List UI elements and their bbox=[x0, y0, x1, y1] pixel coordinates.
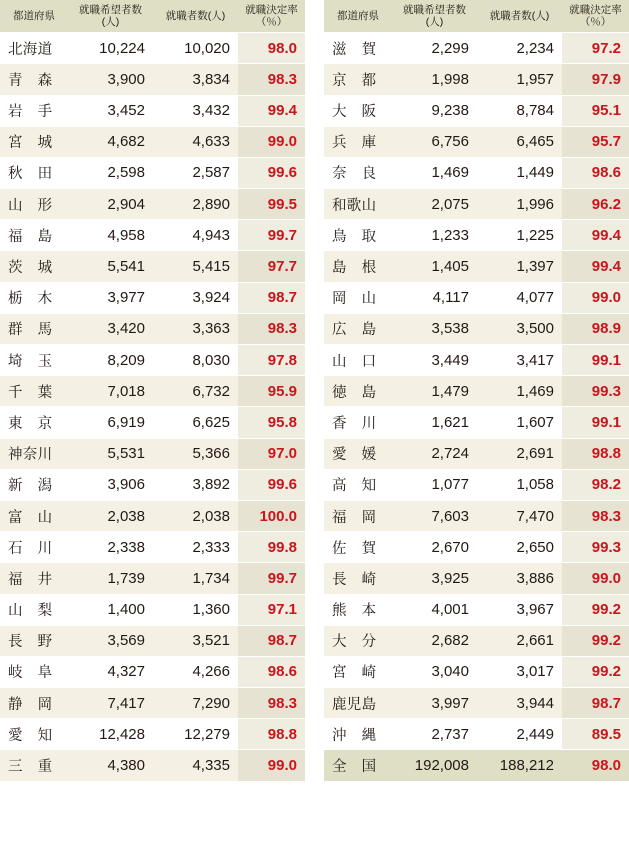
cell-prefecture: 秋 田 bbox=[0, 157, 68, 188]
cell-prefecture: 埼 玉 bbox=[0, 345, 68, 376]
cell-rate: 98.0 bbox=[562, 750, 629, 781]
header-rate-line2: （％） bbox=[255, 16, 288, 29]
cell-hope: 7,417 bbox=[68, 688, 153, 719]
cell-hope: 1,077 bbox=[392, 469, 477, 500]
table-row bbox=[0, 688, 305, 719]
cell-prefecture: 長 野 bbox=[0, 625, 68, 656]
cell-employed: 2,449 bbox=[477, 719, 562, 750]
cell-rate: 99.0 bbox=[562, 563, 629, 594]
cell-hope: 1,233 bbox=[392, 220, 477, 251]
cell-employed: 3,944 bbox=[477, 688, 562, 719]
cell-employed: 4,633 bbox=[153, 126, 238, 157]
header-hope: 就職希望者数(人) bbox=[68, 0, 153, 33]
header-prefecture: 都道府県 bbox=[324, 0, 392, 33]
cell-rate: 99.1 bbox=[562, 407, 629, 438]
table-row bbox=[324, 282, 629, 313]
table-row bbox=[324, 251, 629, 282]
cell-rate: 99.0 bbox=[238, 750, 305, 781]
cell-hope: 1,998 bbox=[392, 64, 477, 95]
cell-prefecture: 福 島 bbox=[0, 220, 68, 251]
cell-rate: 98.6 bbox=[562, 157, 629, 188]
cell-hope: 3,925 bbox=[392, 563, 477, 594]
cell-hope: 12,428 bbox=[68, 719, 153, 750]
header-employed: 就職者数(人) bbox=[153, 0, 238, 33]
cell-hope: 192,008 bbox=[392, 750, 477, 781]
cell-employed: 3,500 bbox=[477, 313, 562, 344]
cell-prefecture: 沖 縄 bbox=[324, 719, 392, 750]
table-row bbox=[324, 376, 629, 407]
table-row bbox=[0, 750, 305, 781]
cell-prefecture: 岩 手 bbox=[0, 95, 68, 126]
cell-prefecture: 北海道 bbox=[0, 33, 68, 64]
cell-rate: 97.1 bbox=[238, 594, 305, 625]
cell-employed: 2,587 bbox=[153, 157, 238, 188]
cell-prefecture: 兵 庫 bbox=[324, 126, 392, 157]
cell-prefecture: 京 都 bbox=[324, 64, 392, 95]
header-rate bbox=[562, 0, 629, 33]
header-rate bbox=[238, 0, 305, 33]
cell-prefecture: 神奈川 bbox=[0, 438, 68, 469]
cell-prefecture: 島 根 bbox=[324, 251, 392, 282]
cell-prefecture: 奈 良 bbox=[324, 157, 392, 188]
cell-rate: 99.8 bbox=[238, 532, 305, 563]
cell-employed: 7,470 bbox=[477, 500, 562, 531]
cell-rate: 99.7 bbox=[238, 220, 305, 251]
cell-rate: 97.8 bbox=[238, 345, 305, 376]
cell-employed: 1,996 bbox=[477, 189, 562, 220]
cell-employed: 2,650 bbox=[477, 532, 562, 563]
cell-employed: 1,225 bbox=[477, 220, 562, 251]
cell-employed: 188,212 bbox=[477, 750, 562, 781]
table-row bbox=[0, 157, 305, 188]
cell-hope: 1,479 bbox=[392, 376, 477, 407]
cell-rate: 96.2 bbox=[562, 189, 629, 220]
cell-rate: 95.9 bbox=[238, 376, 305, 407]
cell-employed: 3,017 bbox=[477, 656, 562, 687]
cell-employed: 2,661 bbox=[477, 625, 562, 656]
cell-rate: 98.8 bbox=[238, 719, 305, 750]
cell-rate: 98.9 bbox=[562, 313, 629, 344]
cell-prefecture: 鳥 取 bbox=[324, 220, 392, 251]
cell-hope: 6,919 bbox=[68, 407, 153, 438]
cell-prefecture: 宮 城 bbox=[0, 126, 68, 157]
cell-rate: 99.4 bbox=[238, 95, 305, 126]
cell-employed: 3,834 bbox=[153, 64, 238, 95]
right-table-head bbox=[324, 0, 629, 33]
cell-prefecture: 山 口 bbox=[324, 345, 392, 376]
cell-hope: 2,724 bbox=[392, 438, 477, 469]
cell-rate: 99.2 bbox=[562, 625, 629, 656]
cell-rate: 99.6 bbox=[238, 157, 305, 188]
cell-hope: 4,327 bbox=[68, 656, 153, 687]
table-row bbox=[324, 64, 629, 95]
cell-employed: 2,038 bbox=[153, 500, 238, 531]
table-row bbox=[0, 500, 305, 531]
cell-hope: 4,682 bbox=[68, 126, 153, 157]
cell-hope: 8,209 bbox=[68, 345, 153, 376]
cell-rate: 99.0 bbox=[238, 126, 305, 157]
cell-rate: 99.0 bbox=[562, 282, 629, 313]
cell-employed: 1,734 bbox=[153, 563, 238, 594]
cell-prefecture: 佐 賀 bbox=[324, 532, 392, 563]
table-row bbox=[0, 438, 305, 469]
cell-employed: 1,397 bbox=[477, 251, 562, 282]
cell-hope: 3,040 bbox=[392, 656, 477, 687]
cell-hope: 3,997 bbox=[392, 688, 477, 719]
table-row bbox=[0, 625, 305, 656]
cell-employed: 10,020 bbox=[153, 33, 238, 64]
cell-hope: 4,001 bbox=[392, 594, 477, 625]
table-row bbox=[324, 345, 629, 376]
cell-hope: 4,958 bbox=[68, 220, 153, 251]
cell-hope: 5,531 bbox=[68, 438, 153, 469]
table-row bbox=[324, 126, 629, 157]
cell-employed: 3,967 bbox=[477, 594, 562, 625]
cell-employed: 4,077 bbox=[477, 282, 562, 313]
cell-hope: 2,075 bbox=[392, 189, 477, 220]
right-table bbox=[324, 0, 629, 781]
cell-rate: 97.0 bbox=[238, 438, 305, 469]
cell-prefecture: 千 葉 bbox=[0, 376, 68, 407]
cell-rate: 98.8 bbox=[562, 438, 629, 469]
header-rate-line1: 就職決定率 bbox=[245, 4, 298, 16]
cell-rate: 99.3 bbox=[562, 532, 629, 563]
left-table bbox=[0, 0, 305, 781]
cell-employed: 3,892 bbox=[153, 469, 238, 500]
cell-rate: 98.3 bbox=[238, 64, 305, 95]
table-row bbox=[0, 220, 305, 251]
cell-prefecture: 富 山 bbox=[0, 500, 68, 531]
cell-employed: 2,890 bbox=[153, 189, 238, 220]
cell-hope: 1,400 bbox=[68, 594, 153, 625]
cell-rate: 99.4 bbox=[562, 220, 629, 251]
cell-hope: 7,603 bbox=[392, 500, 477, 531]
cell-hope: 1,739 bbox=[68, 563, 153, 594]
right-table-body bbox=[324, 33, 629, 782]
cell-rate: 95.1 bbox=[562, 95, 629, 126]
cell-rate: 99.2 bbox=[562, 656, 629, 687]
cell-hope: 3,420 bbox=[68, 313, 153, 344]
cell-employed: 3,432 bbox=[153, 95, 238, 126]
cell-hope: 2,737 bbox=[392, 719, 477, 750]
table-row bbox=[324, 220, 629, 251]
table-row bbox=[0, 95, 305, 126]
header-row bbox=[324, 0, 629, 33]
cell-employed: 6,732 bbox=[153, 376, 238, 407]
cell-hope: 5,541 bbox=[68, 251, 153, 282]
cell-employed: 1,360 bbox=[153, 594, 238, 625]
table-row bbox=[324, 500, 629, 531]
cell-rate: 99.2 bbox=[562, 594, 629, 625]
table-row bbox=[324, 719, 629, 750]
cell-prefecture: 香 川 bbox=[324, 407, 392, 438]
cell-rate: 98.2 bbox=[562, 469, 629, 500]
cell-employed: 12,279 bbox=[153, 719, 238, 750]
table-row bbox=[0, 251, 305, 282]
cell-prefecture: 岐 阜 bbox=[0, 656, 68, 687]
table-row bbox=[0, 594, 305, 625]
header-rate-line2: （％） bbox=[579, 16, 612, 29]
cell-prefecture: 福 井 bbox=[0, 563, 68, 594]
cell-employed: 4,943 bbox=[153, 220, 238, 251]
table-row bbox=[0, 656, 305, 687]
cell-hope: 3,977 bbox=[68, 282, 153, 313]
cell-employed: 8,030 bbox=[153, 345, 238, 376]
cell-prefecture: 鹿児島 bbox=[324, 688, 392, 719]
cell-prefecture: 群 馬 bbox=[0, 313, 68, 344]
table-row bbox=[324, 33, 629, 64]
cell-rate: 89.5 bbox=[562, 719, 629, 750]
cell-hope: 4,380 bbox=[68, 750, 153, 781]
cell-prefecture: 高 知 bbox=[324, 469, 392, 500]
cell-employed: 6,465 bbox=[477, 126, 562, 157]
table-row bbox=[0, 376, 305, 407]
table-row bbox=[0, 719, 305, 750]
cell-hope: 9,238 bbox=[392, 95, 477, 126]
table-row bbox=[324, 563, 629, 594]
table-row bbox=[324, 688, 629, 719]
cell-hope: 2,038 bbox=[68, 500, 153, 531]
table-row bbox=[0, 313, 305, 344]
cell-prefecture: 滋 賀 bbox=[324, 33, 392, 64]
cell-hope: 3,900 bbox=[68, 64, 153, 95]
cell-employed: 1,957 bbox=[477, 64, 562, 95]
cell-prefecture: 大 阪 bbox=[324, 95, 392, 126]
cell-hope: 4,117 bbox=[392, 282, 477, 313]
cell-hope: 10,224 bbox=[68, 33, 153, 64]
table-row bbox=[0, 126, 305, 157]
cell-employed: 3,417 bbox=[477, 345, 562, 376]
table-row bbox=[324, 625, 629, 656]
table-row bbox=[0, 33, 305, 64]
table-row bbox=[0, 345, 305, 376]
cell-prefecture: 愛 知 bbox=[0, 719, 68, 750]
cell-prefecture: 福 岡 bbox=[324, 500, 392, 531]
cell-prefecture: 宮 崎 bbox=[324, 656, 392, 687]
cell-employed: 2,333 bbox=[153, 532, 238, 563]
cell-rate: 99.1 bbox=[562, 345, 629, 376]
cell-employed: 3,521 bbox=[153, 625, 238, 656]
cell-hope: 2,338 bbox=[68, 532, 153, 563]
cell-employed: 2,234 bbox=[477, 33, 562, 64]
cell-prefecture: 静 岡 bbox=[0, 688, 68, 719]
cell-prefecture: 山 形 bbox=[0, 189, 68, 220]
cell-rate: 99.7 bbox=[238, 563, 305, 594]
cell-employed: 3,363 bbox=[153, 313, 238, 344]
cell-rate: 100.0 bbox=[238, 500, 305, 531]
cell-prefecture: 徳 島 bbox=[324, 376, 392, 407]
cell-employed: 1,449 bbox=[477, 157, 562, 188]
cell-employed: 1,058 bbox=[477, 469, 562, 500]
header-row bbox=[0, 0, 305, 33]
cell-rate: 95.8 bbox=[238, 407, 305, 438]
cell-prefecture: 愛 媛 bbox=[324, 438, 392, 469]
table-row bbox=[324, 469, 629, 500]
cell-rate: 98.0 bbox=[238, 33, 305, 64]
cell-hope: 3,449 bbox=[392, 345, 477, 376]
header-prefecture: 都道府県 bbox=[0, 0, 68, 33]
cell-hope: 3,452 bbox=[68, 95, 153, 126]
left-table-head bbox=[0, 0, 305, 33]
header-rate-line1: 就職決定率 bbox=[569, 4, 622, 16]
cell-prefecture: 山 梨 bbox=[0, 594, 68, 625]
header-employed: 就職者数(人) bbox=[477, 0, 562, 33]
table-row bbox=[0, 282, 305, 313]
table-row bbox=[0, 532, 305, 563]
cell-prefecture: 広 島 bbox=[324, 313, 392, 344]
cell-rate: 97.2 bbox=[562, 33, 629, 64]
cell-rate: 98.3 bbox=[562, 500, 629, 531]
cell-hope: 7,018 bbox=[68, 376, 153, 407]
cell-employed: 5,415 bbox=[153, 251, 238, 282]
cell-hope: 2,598 bbox=[68, 157, 153, 188]
cell-employed: 3,886 bbox=[477, 563, 562, 594]
cell-prefecture: 栃 木 bbox=[0, 282, 68, 313]
cell-rate: 98.7 bbox=[238, 282, 305, 313]
table-row bbox=[0, 407, 305, 438]
table-row bbox=[324, 438, 629, 469]
header-hope: 就職希望者数(人) bbox=[392, 0, 477, 33]
cell-prefecture: 長 崎 bbox=[324, 563, 392, 594]
cell-prefecture: 青 森 bbox=[0, 64, 68, 95]
table-row bbox=[324, 656, 629, 687]
cell-prefecture: 石 川 bbox=[0, 532, 68, 563]
cell-rate: 98.3 bbox=[238, 688, 305, 719]
cell-prefecture: 全 国 bbox=[324, 750, 392, 781]
cell-prefecture: 大 分 bbox=[324, 625, 392, 656]
cell-employed: 7,290 bbox=[153, 688, 238, 719]
cell-hope: 2,682 bbox=[392, 625, 477, 656]
cell-hope: 1,469 bbox=[392, 157, 477, 188]
cell-employed: 1,469 bbox=[477, 376, 562, 407]
cell-rate: 99.5 bbox=[238, 189, 305, 220]
cell-prefecture: 熊 本 bbox=[324, 594, 392, 625]
cell-prefecture: 岡 山 bbox=[324, 282, 392, 313]
cell-hope: 1,405 bbox=[392, 251, 477, 282]
table-row bbox=[324, 157, 629, 188]
cell-employed: 4,335 bbox=[153, 750, 238, 781]
cell-rate: 98.7 bbox=[562, 688, 629, 719]
cell-hope: 3,906 bbox=[68, 469, 153, 500]
cell-rate: 95.7 bbox=[562, 126, 629, 157]
cell-hope: 2,904 bbox=[68, 189, 153, 220]
cell-rate: 98.6 bbox=[238, 656, 305, 687]
cell-rate: 97.9 bbox=[562, 64, 629, 95]
table-row bbox=[324, 407, 629, 438]
cell-hope: 2,670 bbox=[392, 532, 477, 563]
cell-rate: 99.4 bbox=[562, 251, 629, 282]
table-row bbox=[324, 95, 629, 126]
cell-employed: 4,266 bbox=[153, 656, 238, 687]
cell-hope: 1,621 bbox=[392, 407, 477, 438]
cell-hope: 3,569 bbox=[68, 625, 153, 656]
right-table-panel bbox=[324, 0, 629, 850]
cell-employed: 2,691 bbox=[477, 438, 562, 469]
cell-employed: 5,366 bbox=[153, 438, 238, 469]
table-row bbox=[324, 532, 629, 563]
table-row bbox=[0, 64, 305, 95]
cell-hope: 6,756 bbox=[392, 126, 477, 157]
cell-prefecture: 新 潟 bbox=[0, 469, 68, 500]
cell-hope: 3,538 bbox=[392, 313, 477, 344]
cell-employed: 3,924 bbox=[153, 282, 238, 313]
cell-employed: 6,625 bbox=[153, 407, 238, 438]
cell-prefecture: 和歌山 bbox=[324, 189, 392, 220]
cell-prefecture: 茨 城 bbox=[0, 251, 68, 282]
left-table-body bbox=[0, 33, 305, 782]
table-row bbox=[324, 313, 629, 344]
cell-employed: 1,607 bbox=[477, 407, 562, 438]
cell-employed: 8,784 bbox=[477, 95, 562, 126]
cell-rate: 99.3 bbox=[562, 376, 629, 407]
cell-rate: 98.3 bbox=[238, 313, 305, 344]
table-row-total bbox=[324, 750, 629, 781]
table-row bbox=[0, 189, 305, 220]
cell-rate: 99.6 bbox=[238, 469, 305, 500]
table-row bbox=[0, 469, 305, 500]
table-row bbox=[0, 563, 305, 594]
cell-rate: 97.7 bbox=[238, 251, 305, 282]
cell-prefecture: 東 京 bbox=[0, 407, 68, 438]
cell-hope: 2,299 bbox=[392, 33, 477, 64]
table-row bbox=[324, 189, 629, 220]
left-table-panel bbox=[0, 0, 305, 850]
cell-prefecture: 三 重 bbox=[0, 750, 68, 781]
cell-rate: 98.7 bbox=[238, 625, 305, 656]
table-row bbox=[324, 594, 629, 625]
